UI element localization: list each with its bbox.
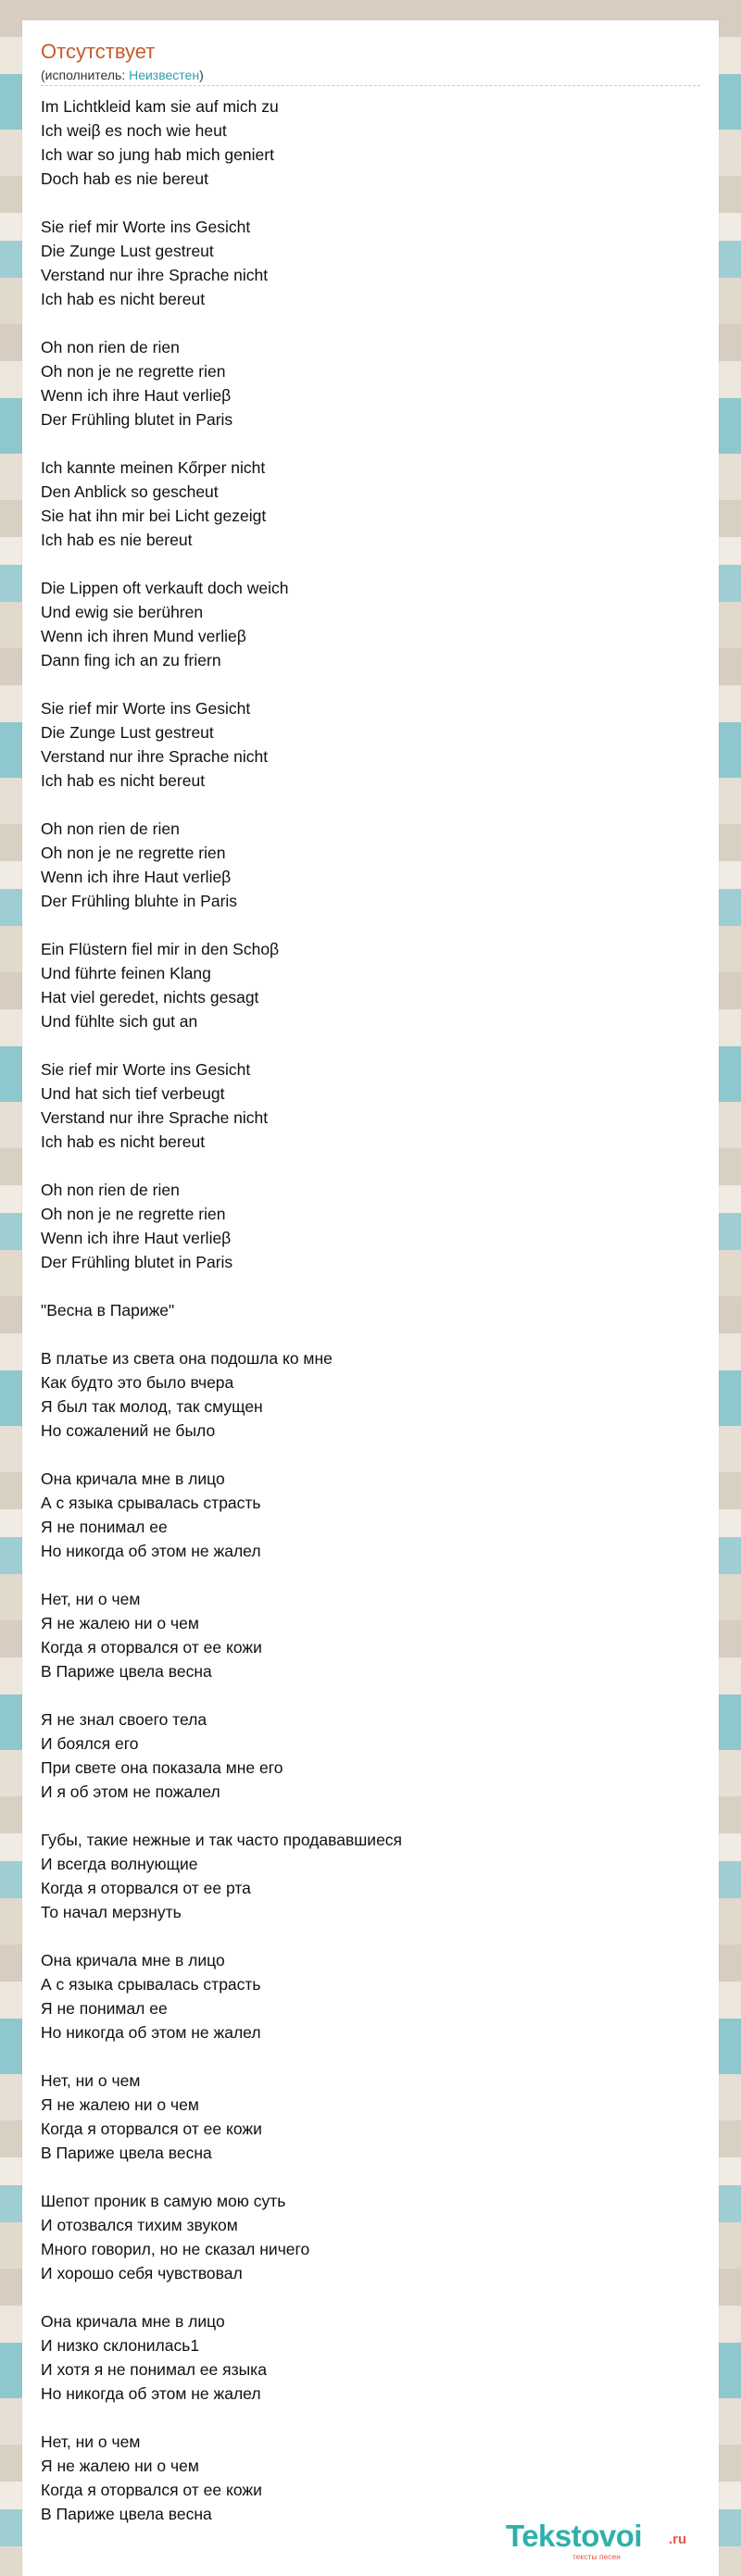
song-title: Отсутствует — [41, 40, 156, 63]
lyrics-line: В платье из света она подошла ко мне — [41, 1349, 333, 1368]
lyrics-line: Ich hab es nicht bereut — [41, 1132, 206, 1151]
lyrics-line: Oh non rien de rien — [41, 338, 180, 356]
lyrics-line: В Париже цвела весна — [41, 2144, 212, 2162]
lyrics-line: В Париже цвела весна — [41, 1662, 212, 1681]
lyrics-stanza — [41, 817, 700, 913]
lyrics-line: Как будто это было вчера — [41, 1373, 234, 1392]
lyrics-line: И хотя я не понимал ее языка — [41, 2360, 267, 2379]
lyrics-line: Den Anblick so gescheut — [41, 482, 219, 501]
lyrics-line: Die Zunge Lust gestreut — [41, 723, 214, 742]
lyrics-stanza — [41, 576, 700, 672]
lyrics-line: Oh non je ne regrette rien — [41, 362, 226, 381]
lyrics-line: Ich kannte meinen Kőrper nicht — [41, 458, 266, 477]
lyrics-line: И отозвался тихим звуком — [41, 2216, 238, 2234]
lyrics-line: Но никогда об этом не жалел — [41, 2023, 261, 2042]
lyrics-line: Wenn ich ihre Haut verlieβ — [41, 1229, 232, 1247]
lyrics-line: Und ewig sie berühren — [41, 603, 204, 621]
lyrics-stanza — [41, 2069, 700, 2165]
lyrics-stanza — [41, 2430, 700, 2526]
lyrics-line: Ich weiβ es noch wie heut — [41, 121, 227, 140]
lyrics-line: Die Zunge Lust gestreut — [41, 242, 214, 260]
lyrics-line: Она кричала мне в лицо — [41, 2312, 225, 2331]
lyrics-stanza — [41, 335, 700, 431]
lyrics-line: Und fühlte sich gut an — [41, 1012, 198, 1031]
lyrics-line: Но никогда об этом не жалел — [41, 1542, 261, 1560]
lyrics-stanza — [41, 696, 700, 793]
lyrics-line: Когда я оторвался от ее кожи — [41, 1638, 262, 1657]
lyrics-line: Die Lippen oft verkauft doch weich — [41, 579, 289, 597]
lyrics-line: Hat viel geredet, nichts gesagt — [41, 988, 259, 1007]
lyrics-line: Она кричала мне в лицо — [41, 1951, 225, 1970]
lyrics-line: И хорошо себя чувствовал — [41, 2264, 243, 2282]
lyrics-stanza — [41, 1467, 700, 1563]
lyrics-stanza — [41, 1948, 700, 2045]
lyrics-line: Dann fing ich an zu friern — [41, 651, 221, 669]
lyrics-line: Ich war so jung hab mich geniert — [41, 145, 274, 164]
lyrics-line: Ich hab es nie bereut — [41, 531, 193, 549]
lyrics-line: Sie rief mir Worte ins Gesicht — [41, 1060, 251, 1079]
lyrics-stanza — [41, 2189, 700, 2285]
lyrics-line: Я не жалею ни о чем — [41, 2457, 199, 2475]
lyrics-line: Я был так молод, так смущен — [41, 1397, 263, 1416]
logo-tagline: тексты песен — [572, 2552, 621, 2561]
lyrics-line: И низко склонилась1 — [41, 2336, 200, 2355]
lyrics-line: Verstand nur ihre Sprache nicht — [41, 1108, 269, 1127]
artist-link[interactable]: Неизвестен — [129, 68, 200, 82]
lyrics-line: Wenn ich ihre Haut verlieβ — [41, 868, 232, 886]
byline-prefix: (исполнитель: — [41, 68, 126, 82]
lyrics-line: Нет, ни о чем — [41, 1590, 141, 1608]
lyrics-line: Я не понимал ее — [41, 1518, 168, 1536]
lyrics-line: Sie hat ihn mir bei Licht gezeigt — [41, 506, 267, 525]
lyrics-line: Но никогда об этом не жалел — [41, 2384, 261, 2403]
lyrics-line: Я не знал своего тела — [41, 1710, 207, 1729]
lyrics-line: Когда я оторвался от ее кожи — [41, 2120, 262, 2138]
lyrics-line: Verstand nur ihre Sprache nicht — [41, 266, 269, 284]
lyrics-line: В Париже цвела весна — [41, 2505, 212, 2523]
site-logo[interactable] — [502, 2519, 687, 2561]
lyrics-line: Ich hab es nicht bereut — [41, 771, 206, 790]
lyrics-line: Der Frühling blutet in Paris — [41, 1253, 233, 1271]
lyrics-line: Когда я оторвался от ее рта — [41, 1879, 251, 1897]
lyrics-line: Der Frühling bluhte in Paris — [41, 892, 238, 910]
lyrics-stanza — [41, 1057, 700, 1154]
lyrics-line: И боялся его — [41, 1734, 139, 1753]
lyrics-line: Verstand nur ihre Sprache nicht — [41, 747, 269, 766]
lyrics-stanza — [41, 1707, 700, 1804]
lyrics-line: Я не жалею ни о чем — [41, 1614, 199, 1632]
lyrics-line: Нет, ни о чем — [41, 2432, 141, 2451]
lyrics-line: При свете она показала мне его — [41, 1758, 283, 1777]
lyrics-line: Der Frühling blutet in Paris — [41, 410, 233, 429]
lyrics-line: Ein Flüstern fiel mir in den Schoβ — [41, 940, 280, 958]
lyrics-line: Oh non rien de rien — [41, 819, 180, 838]
lyrics-line: Губы, такие нежные и так часто продававшиеся — [41, 1831, 403, 1849]
lyrics-stanza — [41, 1828, 700, 1924]
lyrics-stanza — [41, 937, 700, 1033]
lyrics-line: Oh non rien de rien — [41, 1181, 180, 1199]
lyrics-line: А с языка срывалась страсть — [41, 1494, 261, 1512]
lyrics-line: И всегда волнующие — [41, 1855, 198, 1873]
lyrics-stanza — [41, 215, 700, 311]
lyrics-stanza — [41, 456, 700, 552]
lyrics-line: Когда я оторвался от ее кожи — [41, 2481, 262, 2499]
lyrics-line: А с языка срывалась страсть — [41, 1975, 261, 1994]
artist-byline — [41, 67, 204, 83]
logo-wordmark: Tekstovoi — [506, 2519, 643, 2553]
lyrics-line: Шепот проник в самую мою суть — [41, 2192, 286, 2210]
lyrics-line: Im Lichtkleid kam sie auf mich zu — [41, 97, 279, 116]
lyrics-line: Oh non je ne regrette rien — [41, 844, 226, 862]
lyrics-line: Sie rief mir Worte ins Gesicht — [41, 699, 251, 718]
lyrics-line: Wenn ich ihren Mund verlieβ — [41, 627, 246, 645]
lyrics-stanza — [41, 94, 700, 191]
lyrics-line: Und hat sich tief verbeugt — [41, 1084, 225, 1103]
lyrics-line: Много говорил, но не сказал ничего — [41, 2240, 310, 2258]
lyrics-line: Oh non je ne regrette rien — [41, 1205, 226, 1223]
lyrics-stanza — [41, 1346, 700, 1443]
lyrics-line: Ich hab es nicht bereut — [41, 290, 206, 308]
lyrics-line: То начал мерзнуть — [41, 1903, 182, 1921]
lyrics-line: Wenn ich ihre Haut verlieβ — [41, 386, 232, 405]
lyrics-body — [41, 94, 700, 2550]
lyrics-line: Но сожалений не было — [41, 1421, 216, 1440]
lyrics-stanza — [41, 1178, 700, 1274]
lyrics-line: Und führte feinen Klang — [41, 964, 211, 982]
lyrics-card — [22, 20, 719, 2576]
byline-suffix: ) — [199, 68, 204, 82]
lyrics-line: Она кричала мне в лицо — [41, 1469, 225, 1488]
logo-tld: .ru — [669, 2532, 687, 2547]
lyrics-stanza — [41, 1298, 700, 1322]
lyrics-line: Я не понимал ее — [41, 1999, 168, 2018]
lyrics-line: Нет, ни о чем — [41, 2071, 141, 2090]
lyrics-stanza — [41, 1587, 700, 1683]
lyrics-stanza — [41, 2309, 700, 2406]
header-divider — [41, 85, 700, 86]
lyrics-line: "Весна в Париже" — [41, 1301, 175, 1319]
lyrics-line: И я об этом не пожалел — [41, 1782, 220, 1801]
lyrics-line: Sie rief mir Worte ins Gesicht — [41, 218, 251, 236]
lyrics-line: Я не жалею ни о чем — [41, 2095, 199, 2114]
lyrics-line: Doch hab es nie bereut — [41, 169, 208, 188]
